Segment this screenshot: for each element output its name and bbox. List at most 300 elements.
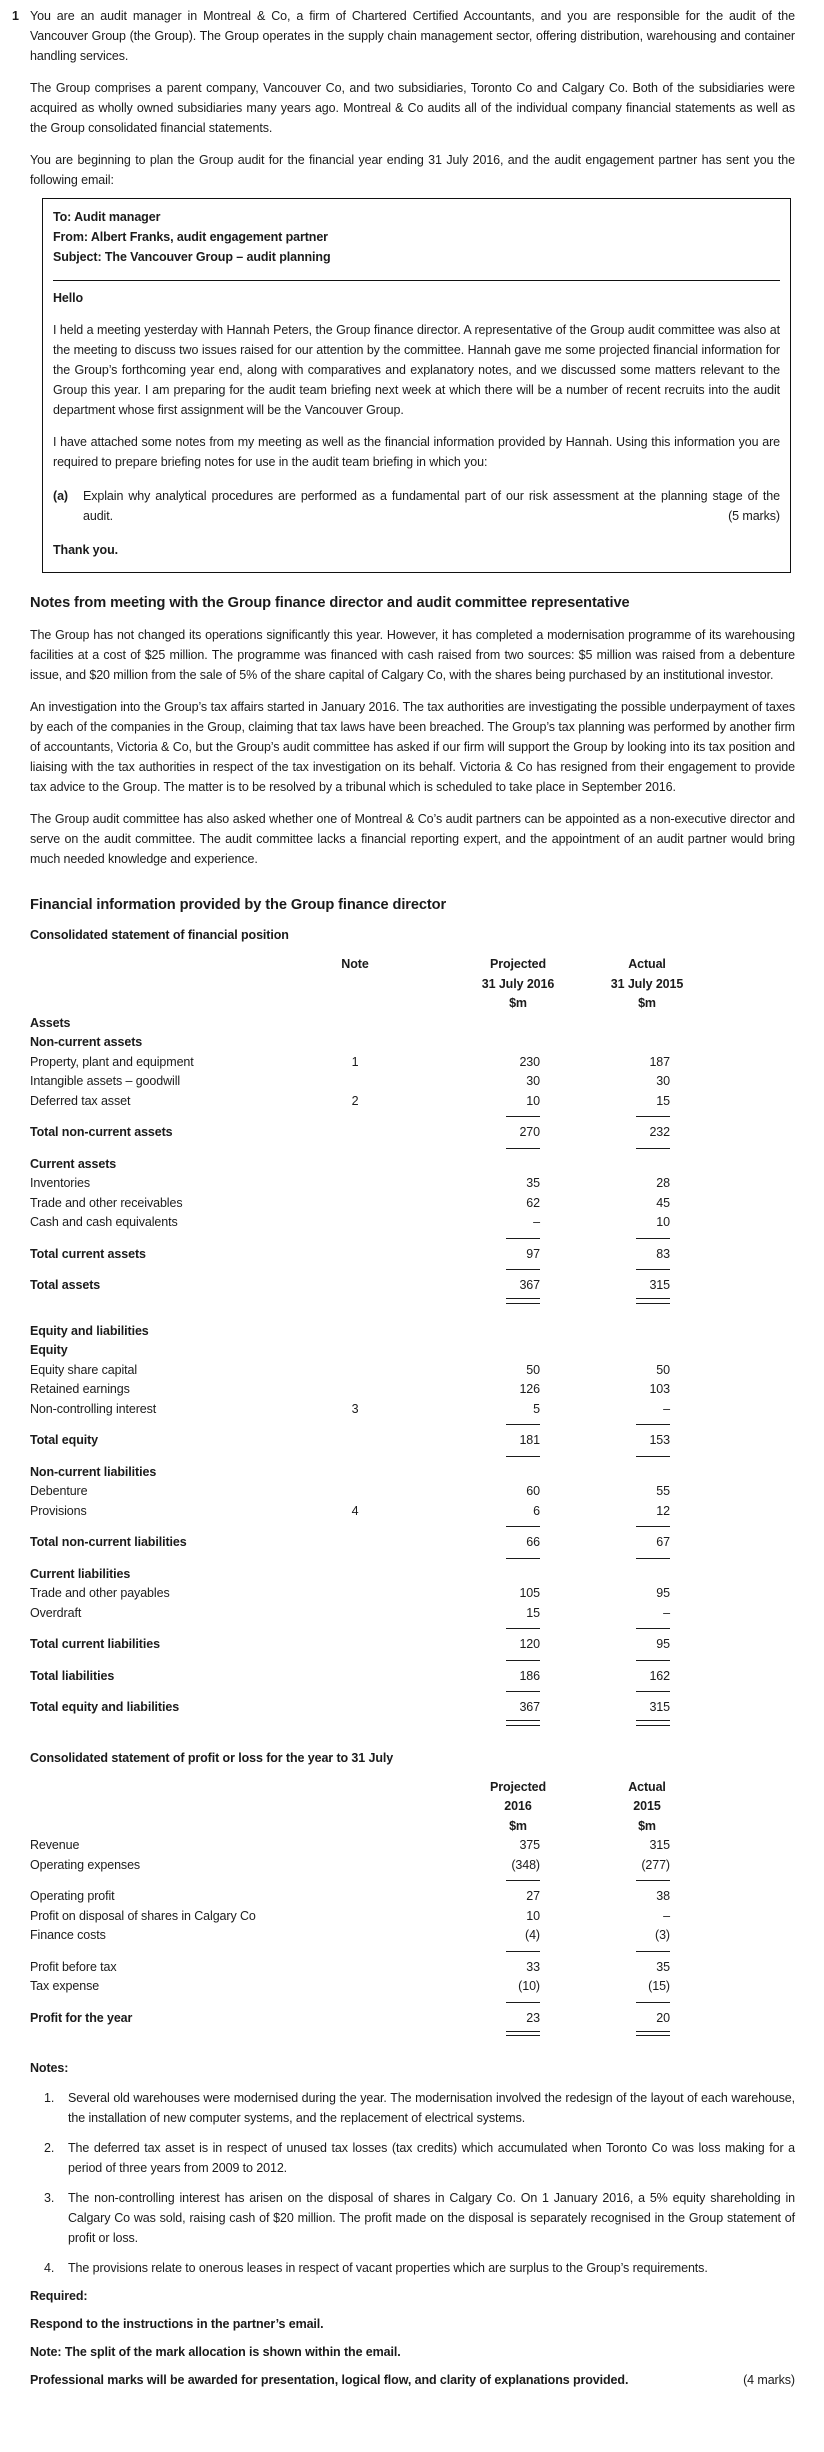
row-value-2016: 33: [526, 1959, 540, 1974]
row-note-ref: 2: [351, 1093, 359, 1108]
row-value-2016: [380, 1686, 540, 1698]
row-label: Equity and liabilities: [30, 1323, 149, 1338]
table-row: [30, 2009, 670, 2029]
table-row: [30, 1958, 670, 1978]
row-note-ref: [330, 1553, 380, 1565]
total-rule: [636, 1238, 670, 1239]
row-value-2015: (15): [648, 1979, 670, 1993]
row-value-2016: [380, 1111, 540, 1123]
row-note-ref: [330, 1322, 380, 1342]
row-value-2016: [380, 1322, 540, 1342]
total-rule: [506, 1558, 540, 1559]
table-row: [30, 1887, 670, 1907]
intro-paragraph-3: You are beginning to plan the Group audit for the financial year ending 31 July 2016, and the audit engagement partner has sent you the following email:: [30, 153, 795, 187]
row-value-2016: 15: [526, 1605, 540, 1620]
total-rule: [636, 1456, 670, 1457]
row-value-2015: [540, 1463, 670, 1483]
row-note-ref: [330, 1072, 380, 1092]
row-label: [30, 1111, 330, 1123]
row-label: Cash and cash equivalents: [30, 1215, 178, 1229]
row-label: Current assets: [30, 1156, 117, 1171]
row-label: [30, 1655, 330, 1667]
email-closing: Thank you.: [53, 543, 118, 557]
financial-info-heading: Financial information provided by the Group finance director: [30, 897, 447, 913]
sofp-table: [30, 955, 684, 1732]
table-row: [30, 1655, 670, 1667]
total-rule: [636, 1298, 670, 1304]
row-value-2015: 50: [656, 1362, 670, 1377]
note-text: The provisions relate to onerous leases in respect of vacant properties which are surplus to the Group’s requirements.: [68, 2261, 708, 2275]
row-value-2015: [540, 2028, 670, 2042]
required-heading: Required:: [30, 2289, 88, 2303]
row-value-2016: 62: [526, 1195, 540, 1210]
row-label: Trade and other receivables: [30, 1195, 183, 1210]
table-row: [30, 1667, 670, 1687]
row-value-2015: 83: [656, 1246, 670, 1261]
table-row: [30, 1296, 670, 1310]
table-row: [30, 1155, 670, 1175]
row-label: Non-controlling interest: [30, 1401, 157, 1416]
total-rule: [506, 1269, 540, 1270]
row-value-2015: (3): [655, 1928, 670, 1942]
column-header-unit-2015: $m: [638, 996, 656, 1010]
row-value-2016: 5: [533, 1401, 540, 1416]
table-row: [30, 1533, 670, 1553]
requirement-a: [53, 486, 780, 526]
row-note-ref: [330, 1111, 380, 1123]
row-note-ref: [330, 1565, 380, 1585]
row-value-2016: 27: [526, 1889, 540, 1903]
professional-marks-line: [30, 2370, 795, 2390]
row-value-2016: [380, 1155, 540, 1175]
intro-paragraph-1: You are an audit manager in Montreal & Co, a firm of Chartered Certified Accountants, and you are responsible for the audit of the Vancouver Group (the Group). The Group operates in the supply chain management sector, offering distribution, warehousing and container handling services.: [30, 9, 795, 63]
email-subject-line: Subject: The Vancouver Group – audit planning: [53, 250, 331, 264]
requirement-text: Explain why analytical procedures are performed as a fundamental part of our risk assessment at the planning stage of the audit.: [83, 489, 780, 523]
row-value-2016: [380, 1341, 540, 1361]
row-label: Total liabilities: [30, 1668, 115, 1683]
total-rule: [636, 1526, 670, 1527]
row-value-2015: 15: [656, 1093, 670, 1108]
table-row: [30, 1361, 670, 1381]
total-rule: [506, 2002, 540, 2003]
row-value-2015: 153: [649, 1433, 670, 1447]
row-label: Retained earnings: [30, 1382, 130, 1396]
table-row: [30, 1264, 670, 1276]
table-row: [30, 1431, 670, 1451]
row-value-2015: 38: [656, 1889, 670, 1903]
total-rule: [506, 1951, 540, 1952]
table-row: [30, 1686, 670, 1698]
row-note-ref: [330, 1521, 380, 1533]
pl-rows: [30, 1836, 670, 2042]
table-row: [30, 1698, 670, 1718]
row-note-ref: [330, 1419, 380, 1431]
sofp-rows: [30, 1014, 670, 1732]
row-value-2016: [380, 1875, 540, 1887]
row-label: Total current liabilities: [30, 1637, 160, 1651]
email-from-line: From: Albert Franks, audit engagement partner: [53, 230, 328, 244]
row-label: [30, 1875, 330, 1887]
row-note-ref: [330, 1584, 380, 1604]
table-row: [30, 1836, 670, 1856]
column-header-date-2016: 31 July 2016: [481, 976, 555, 991]
table-row: [30, 1553, 670, 1565]
sofp-title: Consolidated statement of financial position: [30, 928, 289, 942]
table-row: [30, 1502, 670, 1522]
row-value-2016: [380, 1014, 540, 1034]
row-value-2016: 270: [519, 1125, 540, 1139]
row-value-2015: 95: [656, 1586, 670, 1600]
row-label: Finance costs: [30, 1928, 106, 1942]
required-line-note: Note: The split of the mark allocation is shown within the email.: [30, 2345, 401, 2359]
row-note-ref: [330, 1698, 380, 1718]
row-note-ref: [330, 1123, 380, 1143]
row-note-ref: 3: [351, 1401, 359, 1416]
row-value-2016: 35: [526, 1176, 540, 1190]
row-value-2016: [380, 1553, 540, 1565]
row-note-ref: 4: [351, 1503, 359, 1518]
total-rule: [506, 1116, 540, 1117]
row-value-2015: 95: [656, 1637, 670, 1651]
row-value-2016: 10: [526, 1908, 540, 1923]
notes-list: [30, 2088, 795, 2278]
meeting-notes-paragraph-2: An investigation into the Group’s tax affairs started in January 2016. The tax authorities are investigating the possible underpayment of taxes by each of the companies in the Group, claiming that tax laws have been breached. The Group’s tax planning was performed by another firm of accountants, Victoria & Co, but the Group’s audit committee has asked if our firm will support the Group by looking into its tax position and liaising with the tax authorities in respect of the tax investigation on its behalf. Victoria & Co has resigned from their engagement to provide tax advice to the Group. The matter is to be resolved by a tribunal which is scheduled to take place in September 2016.: [30, 700, 795, 794]
table-row: [30, 1482, 670, 1502]
row-label: Operating expenses: [30, 1857, 141, 1872]
notes-heading: Notes:: [30, 2061, 69, 2075]
table-row: [30, 1341, 670, 1361]
table-row: [30, 1092, 670, 1112]
column-header-unit-2015: $m: [638, 1818, 656, 1833]
row-label: Trade and other payables: [30, 1586, 170, 1600]
column-header-projected: Projected: [489, 1779, 547, 1794]
row-label: Total equity and liabilities: [30, 1700, 180, 1714]
table-row: [30, 1977, 670, 1997]
row-value-2015: [540, 1264, 670, 1276]
row-note-ref: [330, 1887, 380, 1907]
row-value-2015: 103: [649, 1382, 670, 1396]
note-number: 2.: [44, 2141, 55, 2155]
table-row: [30, 1245, 670, 1265]
row-value-2015: [540, 1655, 670, 1667]
row-value-2015: [540, 1997, 670, 2009]
email-paragraph-2: I have attached some notes from my meeting as well as the financial information provided by Hannah. Using this information you are required to prepare briefing notes for use in the audit team briefing in which you:: [53, 435, 780, 469]
row-value-2015: [540, 1233, 670, 1245]
row-value-2015: [540, 1341, 670, 1361]
note-item: [30, 2138, 795, 2178]
row-label: Provisions: [30, 1503, 87, 1518]
row-label: [30, 1143, 330, 1155]
row-value-2016: [380, 1655, 540, 1667]
note-text: The non-controlling interest has arisen on the disposal of shares in Calgary Co. On 1 January 2016, a 5% equity shareholding in Calgary Co was sold, raising cash of $20 million. The profit made on the disposal is separately recognised in the Group statement of profit or loss.: [68, 2191, 795, 2245]
row-value-2015: [540, 1143, 670, 1155]
row-value-2016: 230: [519, 1054, 540, 1069]
row-value-2015: [540, 1451, 670, 1463]
email-box: [42, 198, 791, 573]
professional-marks-badge: (4 marks): [743, 2373, 795, 2387]
column-header-projected: Projected: [489, 957, 547, 971]
row-note-ref: [330, 1310, 380, 1322]
table-row: [30, 1310, 670, 1322]
table-row: [30, 1276, 670, 1296]
table-row: [30, 1233, 670, 1245]
row-value-2016: 50: [526, 1362, 540, 1377]
table-row: [30, 1946, 670, 1958]
row-value-2016: [380, 1233, 540, 1245]
total-rule: [636, 1660, 670, 1661]
meeting-notes-heading: Notes from meeting with the Group finance director and audit committee representative: [30, 595, 630, 611]
row-label: Operating profit: [30, 1889, 115, 1903]
column-header-year-2015: 2015: [633, 1799, 661, 1813]
total-rule: [636, 1720, 670, 1726]
row-label: [30, 1946, 330, 1958]
table-row: [30, 1419, 670, 1431]
row-value-2015: 28: [656, 1176, 670, 1190]
row-note-ref: 1: [351, 1054, 359, 1069]
row-value-2016: 23: [526, 2010, 540, 2025]
row-value-2015: 67: [656, 1535, 670, 1549]
table-row: [30, 1875, 670, 1887]
row-value-2016: 6: [533, 1503, 540, 1518]
row-value-2015: [540, 1033, 670, 1053]
table-row: [30, 1123, 670, 1143]
row-note-ref: [330, 1977, 380, 1997]
row-label: Equity share capital: [30, 1362, 138, 1377]
pl-column-headers: [30, 1778, 670, 1837]
row-note-ref: [330, 1431, 380, 1451]
table-row: [30, 1926, 670, 1946]
table-row: [30, 1856, 670, 1876]
required-line-respond: Respond to the instructions in the partner’s email.: [30, 2317, 324, 2331]
row-value-2015: –: [663, 1908, 670, 1923]
row-note-ref: [330, 1856, 380, 1876]
row-value-2015: [540, 1623, 670, 1635]
table-row: [30, 1997, 670, 2009]
row-value-2016: [380, 1310, 540, 1322]
row-value-2016: [380, 2028, 540, 2042]
table-row: [30, 1174, 670, 1194]
row-value-2016: 60: [526, 1484, 540, 1498]
row-label: Profit on disposal of shares in Calgary Co: [30, 1908, 256, 1923]
row-value-2015: [540, 1946, 670, 1958]
row-value-2015: [540, 1565, 670, 1585]
row-value-2015: [540, 1322, 670, 1342]
total-rule: [506, 1456, 540, 1457]
total-rule: [506, 1660, 540, 1661]
table-row: [30, 1584, 670, 1604]
row-label: [30, 1310, 330, 1322]
table-row: [30, 1380, 670, 1400]
row-value-2015: 232: [649, 1125, 670, 1139]
row-value-2015: (277): [641, 1857, 670, 1872]
table-row: [30, 1033, 670, 1053]
row-value-2016: [380, 1033, 540, 1053]
table-row: [30, 1907, 670, 1927]
row-note-ref: [330, 1194, 380, 1214]
row-value-2016: 120: [519, 1637, 540, 1651]
requirement-body: [83, 486, 780, 526]
row-value-2016: [380, 1463, 540, 1483]
row-value-2015: [540, 1014, 670, 1034]
total-rule: [506, 1526, 540, 1527]
row-note-ref: [330, 1604, 380, 1624]
row-label: Inventories: [30, 1176, 91, 1190]
row-value-2015: 35: [656, 1959, 670, 1974]
row-label: Total assets: [30, 1278, 101, 1292]
row-note-ref: [330, 1997, 380, 2009]
row-value-2015: [540, 1310, 670, 1322]
meeting-notes-paragraph-3: The Group audit committee has also asked whether one of Montreal & Co’s audit partners can be appointed as a non-executive director and serve on the audit committee. The audit committee lacks a financial reporting expert, and the appointment of an audit partner would bring much needed knowledge and experience.: [30, 812, 795, 866]
row-value-2015: [540, 1419, 670, 1431]
note-text: Several old warehouses were modernised during the year. The modernisation involved the redesign of the layout of each warehouse, the installation of new computer systems, and the replacement of electrical systems.: [68, 2091, 795, 2125]
total-rule: [636, 1951, 670, 1952]
table-row: [30, 1143, 670, 1155]
total-rule: [506, 1880, 540, 1881]
row-label: [30, 1233, 330, 1245]
row-value-2016: [380, 1419, 540, 1431]
total-rule: [506, 1628, 540, 1629]
row-note-ref: [330, 1718, 380, 1732]
total-rule: [506, 1424, 540, 1425]
row-note-ref: [330, 1463, 380, 1483]
row-label: Total equity: [30, 1433, 99, 1447]
total-rule: [636, 1148, 670, 1149]
row-value-2016: 367: [519, 1278, 540, 1292]
row-note-ref: [330, 1875, 380, 1887]
requirement-label: (a): [53, 489, 68, 503]
table-row: [30, 1451, 670, 1463]
column-header-date-2015: 31 July 2015: [610, 976, 684, 991]
row-value-2015: –: [663, 1401, 670, 1416]
table-row: [30, 1111, 670, 1123]
row-label: [30, 1553, 330, 1565]
email-to-line: To: Audit manager: [53, 210, 161, 224]
row-value-2015: [540, 1718, 670, 1732]
total-rule: [636, 1558, 670, 1559]
row-note-ref: [330, 1958, 380, 1978]
row-value-2016: [380, 1623, 540, 1635]
table-row: [30, 1194, 670, 1214]
table-row: [30, 1322, 670, 1342]
row-value-2015: 315: [649, 1838, 670, 1852]
table-row: [30, 2028, 670, 2042]
table-row: [30, 1053, 670, 1073]
row-label: [30, 1296, 330, 1310]
row-value-2015: 187: [649, 1054, 670, 1069]
row-label: Non-current liabilities: [30, 1464, 157, 1479]
row-note-ref: [330, 1926, 380, 1946]
total-rule: [636, 1691, 670, 1692]
row-label: [30, 2028, 330, 2042]
row-value-2016: 367: [519, 1700, 540, 1714]
total-rule: [636, 1628, 670, 1629]
row-value-2016: 105: [519, 1586, 540, 1600]
row-value-2016: [380, 1296, 540, 1310]
row-label: Revenue: [30, 1838, 80, 1852]
row-note-ref: [330, 1667, 380, 1687]
row-label: Assets: [30, 1015, 71, 1030]
question-number: 1: [12, 9, 19, 23]
row-label: Overdraft: [30, 1605, 82, 1620]
row-value-2015: [540, 1553, 670, 1565]
row-value-2016: 10: [526, 1093, 540, 1108]
row-note-ref: [330, 1836, 380, 1856]
row-value-2015: [540, 1296, 670, 1310]
table-row: [30, 1604, 670, 1624]
row-value-2015: 162: [649, 1668, 670, 1683]
row-label: Total non-current assets: [30, 1125, 173, 1139]
row-label: Profit before tax: [30, 1959, 117, 1974]
total-rule: [506, 2031, 540, 2037]
row-value-2016: [380, 1997, 540, 2009]
row-note-ref: [330, 1174, 380, 1194]
row-value-2015: [540, 1686, 670, 1698]
row-label: [30, 1686, 330, 1698]
row-value-2016: 97: [526, 1246, 540, 1261]
table-row: [30, 1014, 670, 1034]
row-value-2015: 55: [656, 1484, 670, 1498]
row-value-2015: 20: [656, 2010, 670, 2025]
row-value-2015: –: [663, 1605, 670, 1620]
row-note-ref: [330, 1361, 380, 1381]
row-value-2015: [540, 1111, 670, 1123]
pl-table: [30, 1778, 670, 2043]
row-note-ref: [330, 1155, 380, 1175]
row-note-ref: [330, 1264, 380, 1276]
row-value-2016: (4): [525, 1928, 540, 1942]
row-value-2016: (10): [518, 1979, 540, 1993]
total-rule: [636, 1880, 670, 1881]
total-rule: [506, 1148, 540, 1149]
row-value-2016: [380, 1451, 540, 1463]
row-value-2015: [540, 1875, 670, 1887]
table-row: [30, 1400, 670, 1420]
row-value-2016: 186: [519, 1668, 540, 1683]
table-row: [30, 1521, 670, 1533]
row-label: Total non-current liabilities: [30, 1535, 187, 1549]
row-label: Tax expense: [30, 1979, 100, 1993]
column-header-unit-2016: $m: [509, 1818, 527, 1833]
row-value-2015: [540, 1521, 670, 1533]
row-note-ref: [330, 1033, 380, 1053]
row-note-ref: [330, 1213, 380, 1233]
row-label: [30, 1419, 330, 1431]
row-value-2016: [380, 1565, 540, 1585]
row-label: [30, 1623, 330, 1635]
note-number: 3.: [44, 2191, 55, 2205]
row-value-2016: [380, 1264, 540, 1276]
row-note-ref: [330, 1623, 380, 1635]
row-label: Equity: [30, 1343, 68, 1357]
total-rule: [506, 1298, 540, 1304]
table-row: [30, 1565, 670, 1585]
row-label: Non-current assets: [30, 1035, 143, 1049]
requirement-marks-badge: (5 marks): [728, 509, 780, 523]
row-value-2016: [380, 1946, 540, 1958]
row-value-2016: 375: [519, 1838, 540, 1852]
row-value-2016: [380, 1521, 540, 1533]
row-label: [30, 1264, 330, 1276]
row-value-2015: 30: [656, 1074, 670, 1088]
column-header-note: Note: [341, 957, 369, 971]
row-value-2016: –: [533, 1215, 540, 1229]
email-divider: [53, 280, 780, 281]
row-note-ref: [330, 1533, 380, 1553]
total-rule: [636, 2031, 670, 2037]
total-rule: [636, 2002, 670, 2003]
row-note-ref: [330, 1380, 380, 1400]
row-note-ref: [330, 1233, 380, 1245]
